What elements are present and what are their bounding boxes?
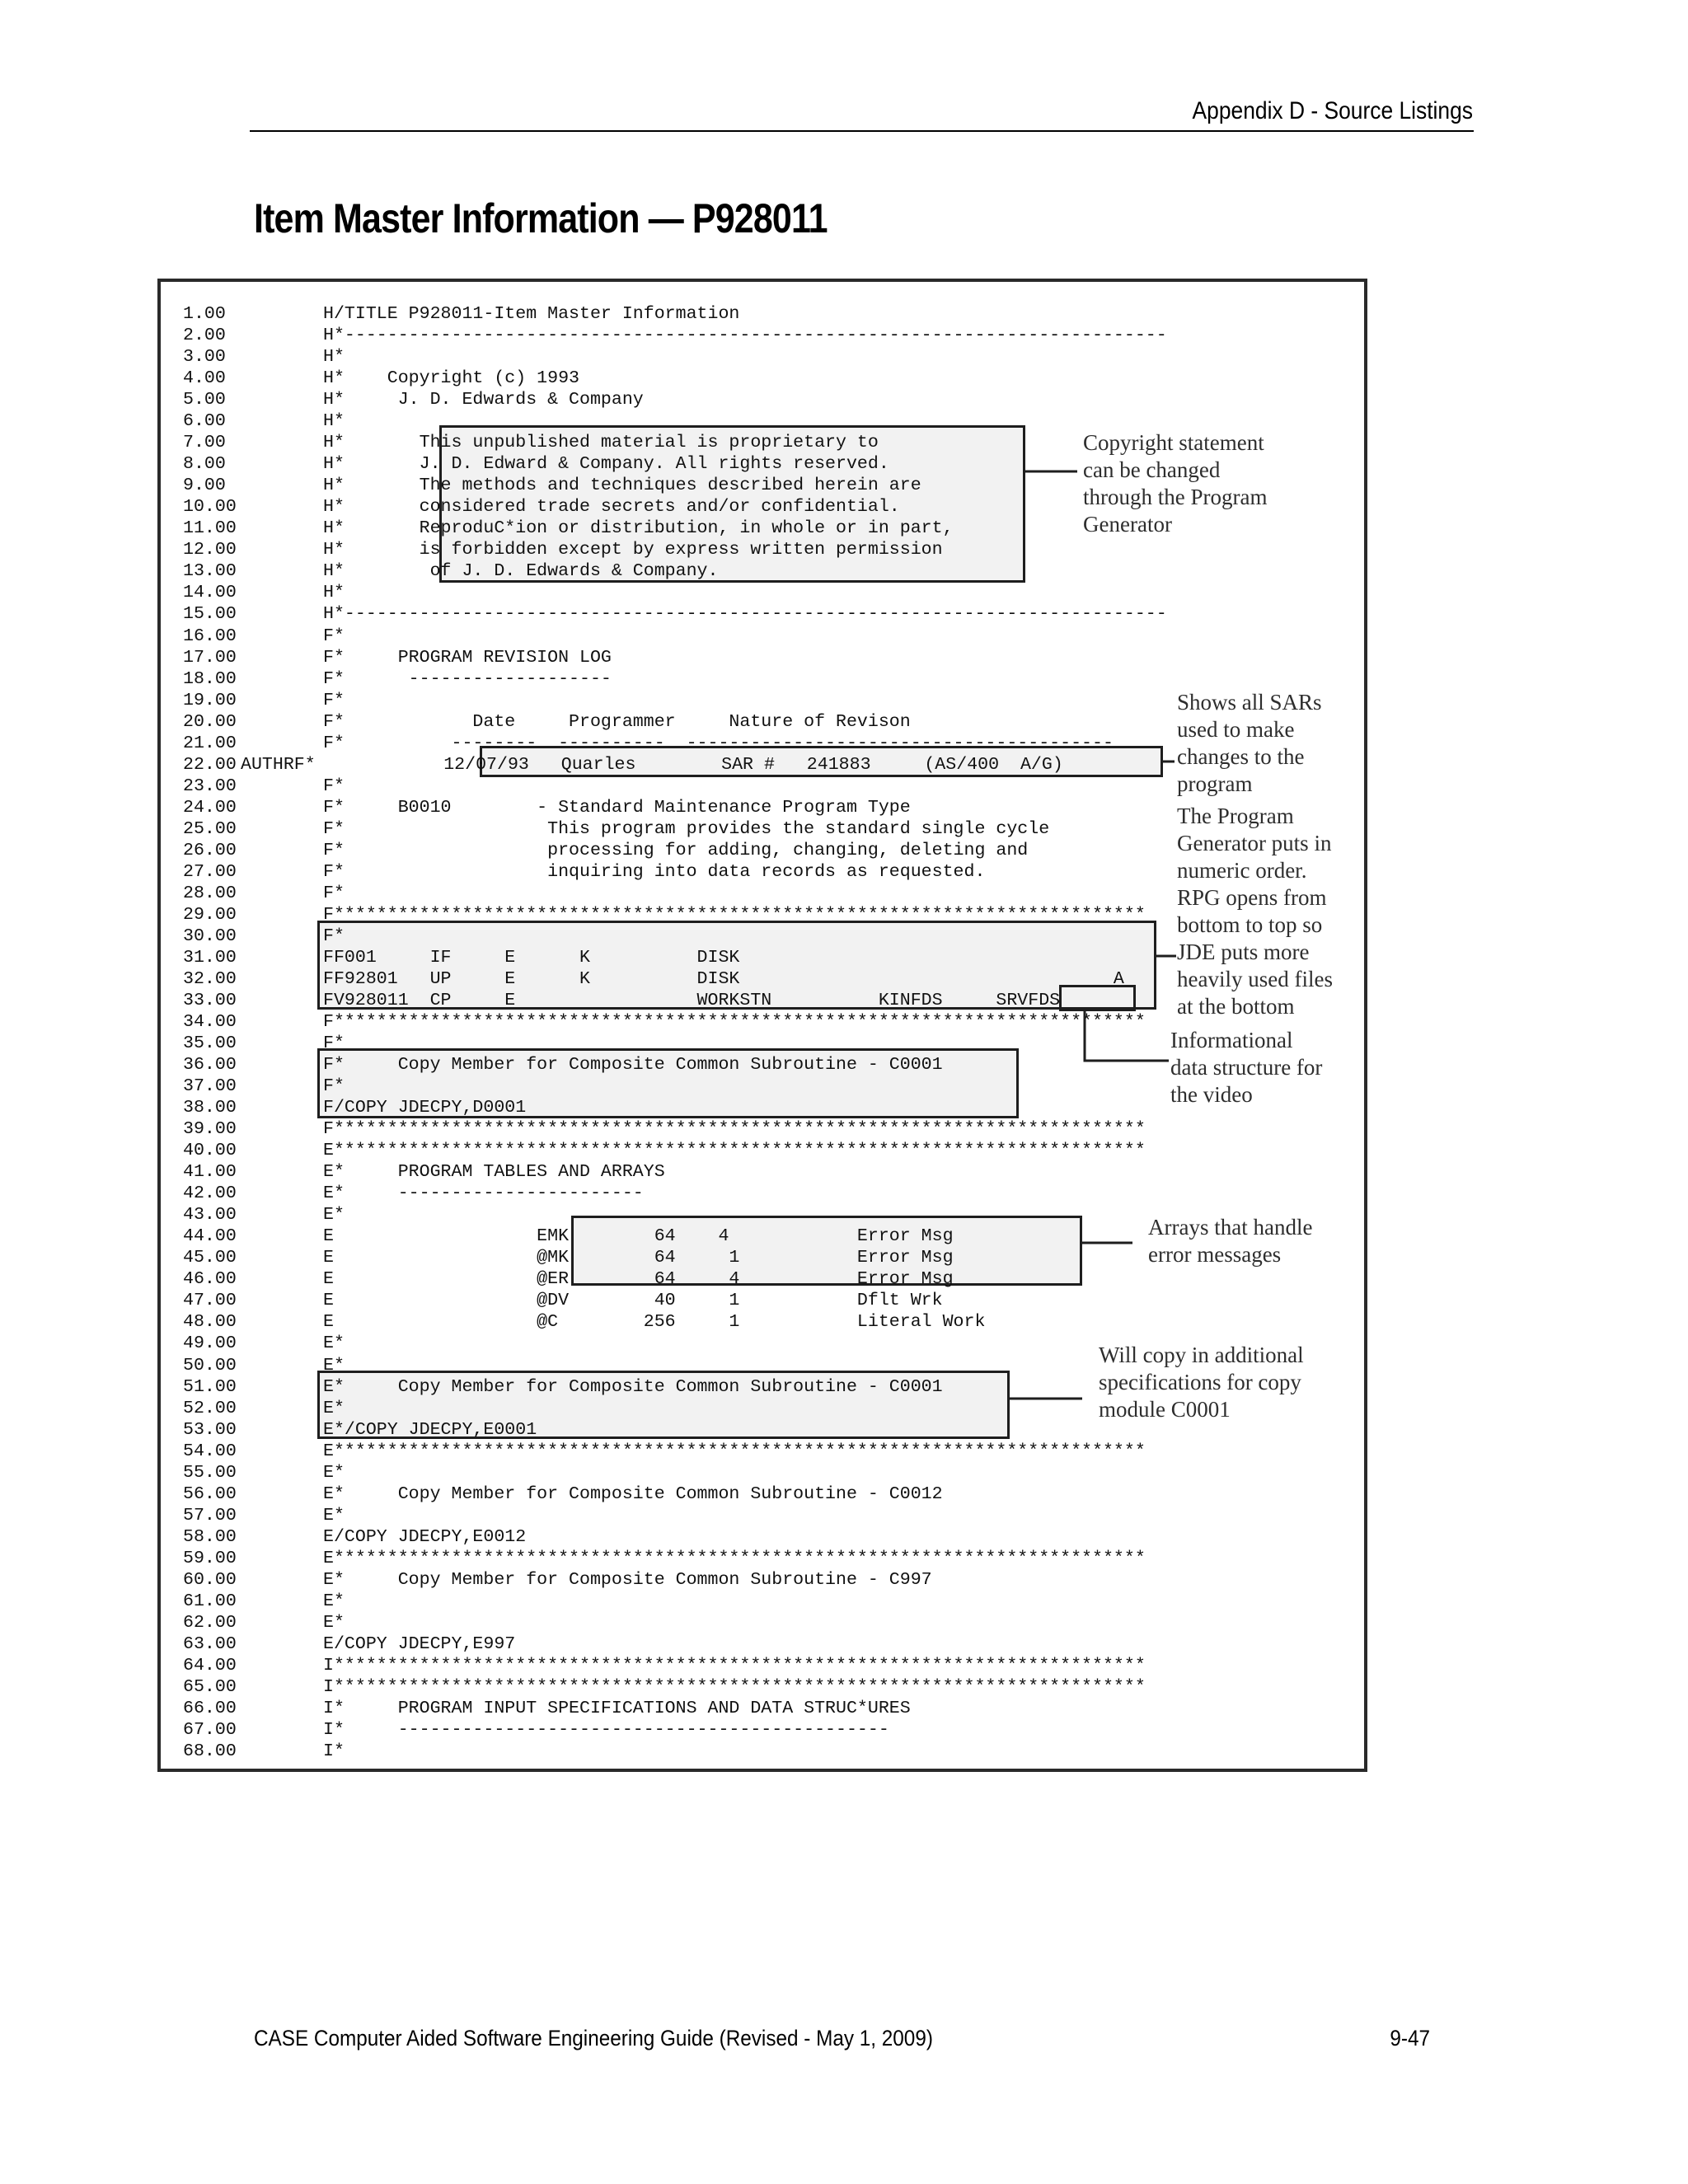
line-text: E* <box>323 1333 345 1354</box>
running-header: Appendix D - Source Listings <box>1192 97 1473 124</box>
line-text: F**************************************************************************** <box>323 1012 1146 1032</box>
copyright-callout: Copyright statement can be changed through the Program Generator <box>1083 430 1268 537</box>
line-number: 20.00 <box>183 711 237 732</box>
line-number: 13.00 <box>183 561 237 582</box>
line-text: H* <box>323 411 345 432</box>
line-number: 67.00 <box>183 1720 237 1740</box>
line-number: 66.00 <box>183 1698 237 1718</box>
line-text: H* <box>323 347 345 368</box>
line-text: F* <box>323 776 345 796</box>
line-number: 2.00 <box>183 326 226 345</box>
line-text: F* <box>323 626 345 646</box>
copy-module-callout: Will copy in additional specifications for copy module C0001 <box>1099 1343 1304 1422</box>
line-text: F* Date Programmer Nature of Revison <box>323 711 911 732</box>
line-text: H* J. D. Edwards & Company <box>323 390 644 410</box>
line-number: 7.00 <box>183 433 226 453</box>
line-number: 26.00 <box>183 840 237 860</box>
line-number: 42.00 <box>183 1183 237 1204</box>
line-number: 58.00 <box>183 1526 237 1547</box>
line-number: 17.00 <box>183 647 237 668</box>
line-number: 38.00 <box>183 1098 237 1118</box>
line-number: 24.00 <box>183 797 237 818</box>
line-text: E* <box>323 1612 345 1633</box>
line-text: F* inquiring into data records as requested. <box>323 861 986 882</box>
line-text: E**************************************************************************** <box>323 1441 1146 1461</box>
line-text: FF001 IF E K DISK <box>323 947 740 968</box>
file-order-callout: The Program Generator puts in numeric order. RPG opens from bottom to top so JDE puts more heavily used files at the bottom <box>1177 804 1333 1019</box>
line-text: AUTHRF* 12/07/93 Quarles SAR # 241883 (AS/400 A/G) <box>241 754 1063 775</box>
line-number: 51.00 <box>183 1376 237 1397</box>
line-number: 65.00 <box>183 1676 237 1697</box>
line-number: 1.00 <box>183 304 226 324</box>
line-number: 47.00 <box>183 1291 237 1311</box>
line-text: H* J. D. Edward & Company. All rights reserved. <box>323 454 889 475</box>
line-text: E EMK 64 4 Error Msg <box>323 1226 954 1247</box>
line-text: F* <box>323 926 345 946</box>
line-text: I* ---------------------------------------------- <box>323 1720 889 1740</box>
line-text: E/COPY JDECPY,E0012 <box>323 1526 527 1547</box>
footer-page-number: 9-47 <box>1390 2026 1430 2050</box>
line-text: F* <box>323 1076 345 1097</box>
line-text: E* <box>323 1398 345 1418</box>
line-text: E @MK 64 1 Error Msg <box>323 1248 954 1268</box>
line-number: 23.00 <box>183 776 237 796</box>
line-text: E* <box>323 1462 345 1483</box>
line-number: 48.00 <box>183 1312 237 1333</box>
line-text: H*----------------------------------------------------------------------------- <box>323 604 1167 625</box>
line-number: 46.00 <box>183 1269 237 1290</box>
line-number: 27.00 <box>183 861 237 882</box>
line-text: FF92801 UP E K DISK A <box>323 968 1124 989</box>
line-text: F**************************************************************************** <box>323 1119 1146 1140</box>
info-ds-callout: Informational data structure for the video <box>1170 1028 1323 1107</box>
line-number: 40.00 <box>183 1141 237 1161</box>
line-number: 60.00 <box>183 1569 237 1590</box>
line-number: 22.00 <box>183 754 237 775</box>
line-text: H* Copyright (c) 1993 <box>323 368 580 389</box>
line-text: H*----------------------------------------------------------------------------- <box>323 326 1167 345</box>
line-number: 59.00 <box>183 1548 237 1568</box>
line-text: F* This program provides the standard single cycle <box>323 818 1050 839</box>
line-number: 30.00 <box>183 926 237 946</box>
line-number: 39.00 <box>183 1119 237 1140</box>
line-text: E @ER 64 4 Error Msg <box>323 1269 954 1290</box>
line-number: 54.00 <box>183 1441 237 1461</box>
line-text: H* The methods and techniques described herein are <box>323 476 921 496</box>
line-text: F* <box>323 883 345 903</box>
line-number: 21.00 <box>183 733 237 753</box>
line-number: 5.00 <box>183 390 226 410</box>
line-number: 37.00 <box>183 1076 237 1097</box>
line-number: 55.00 <box>183 1462 237 1483</box>
line-number: 32.00 <box>183 968 237 989</box>
line-number: 68.00 <box>183 1741 237 1761</box>
line-text: I**************************************************************************** <box>323 1655 1146 1675</box>
line-number: 25.00 <box>183 818 237 839</box>
line-number: 50.00 <box>183 1355 237 1376</box>
line-number: 3.00 <box>183 347 226 368</box>
line-text: F* processing for adding, changing, deleting and <box>323 840 1029 860</box>
line-text: F* PROGRAM REVISION LOG <box>323 647 612 668</box>
line-text: F* ------------------- <box>323 668 612 689</box>
line-text: E*/COPY JDECPY,E0001 <box>323 1419 537 1440</box>
line-text: F* -------- ---------- ---------------------------------------- <box>323 733 1114 753</box>
line-number: 35.00 <box>183 1033 237 1053</box>
line-number: 52.00 <box>183 1398 237 1418</box>
line-text: H* of J. D. Edwards & Company. <box>323 561 719 582</box>
line-number: 41.00 <box>183 1162 237 1183</box>
line-number: 12.00 <box>183 540 237 560</box>
line-text: F* <box>323 690 345 710</box>
line-number: 56.00 <box>183 1483 237 1504</box>
arrays-callout: Arrays that handle error messages <box>1148 1215 1313 1267</box>
line-number: 61.00 <box>183 1591 237 1611</box>
line-text: E* Copy Member for Composite Common Subroutine - C997 <box>323 1569 932 1590</box>
line-text: F* <box>323 1033 345 1053</box>
line-number: 45.00 <box>183 1248 237 1268</box>
line-text: E* <box>323 1591 345 1611</box>
line-number: 10.00 <box>183 497 237 518</box>
line-text: H/TITLE P928011-Item Master Information <box>323 304 740 324</box>
line-text: I* <box>323 1741 345 1761</box>
line-text: E* Copy Member for Composite Common Subroutine - C0012 <box>323 1483 943 1504</box>
line-text: H* This unpublished material is proprietary to <box>323 433 879 453</box>
line-number: 28.00 <box>183 883 237 903</box>
line-text: H* considered trade secrets and/or confidential. <box>323 497 900 518</box>
line-number: 43.00 <box>183 1205 237 1226</box>
line-number: 9.00 <box>183 476 226 496</box>
line-text: E @C 256 1 Literal Work <box>323 1312 986 1333</box>
line-number: 29.00 <box>183 904 237 925</box>
line-text: E* PROGRAM TABLES AND ARRAYS <box>323 1162 665 1183</box>
sars-callout: Shows all SARs used to make changes to the program <box>1177 690 1322 796</box>
line-text: E* ----------------------- <box>323 1183 644 1204</box>
line-number: 14.00 <box>183 583 237 603</box>
line-number: 49.00 <box>183 1333 237 1354</box>
line-text: E* <box>323 1355 345 1376</box>
line-text: E* <box>323 1505 345 1526</box>
page-title: Item Master Information — P928011 <box>254 195 828 241</box>
line-number: 4.00 <box>183 368 226 389</box>
line-text: E/COPY JDECPY,E997 <box>323 1633 516 1654</box>
line-number: 15.00 <box>183 604 237 625</box>
line-number: 6.00 <box>183 411 226 432</box>
line-text: H* is forbidden except by express written permission <box>323 540 943 560</box>
info-ds-connector <box>1085 1011 1169 1061</box>
line-text: H* ReproduC*ion or distribution, in whole or in part, <box>323 518 954 539</box>
line-number: 63.00 <box>183 1633 237 1654</box>
line-text: E**************************************************************************** <box>323 1141 1146 1161</box>
line-text: H* <box>323 583 345 603</box>
line-text: E @DV 40 1 Dflt Wrk <box>323 1291 943 1311</box>
line-number: 31.00 <box>183 947 237 968</box>
line-text: F* Copy Member for Composite Common Subroutine - C0001 <box>323 1055 943 1076</box>
line-number: 57.00 <box>183 1505 237 1526</box>
line-number: 62.00 <box>183 1612 237 1633</box>
line-number: 64.00 <box>183 1655 237 1675</box>
footer-guide-title: CASE Computer Aided Software Engineering Guide (Revised - May 1, 2009) <box>254 2026 933 2050</box>
line-number: 8.00 <box>183 454 226 475</box>
line-text: F/COPY JDECPY,D0001 <box>323 1098 527 1118</box>
line-number: 18.00 <box>183 668 237 689</box>
line-number: 33.00 <box>183 991 237 1010</box>
line-text: F* B0010 - Standard Maintenance Program Type <box>323 797 911 818</box>
line-number: 16.00 <box>183 626 237 646</box>
line-number: 34.00 <box>183 1012 237 1032</box>
line-text: I* PROGRAM INPUT SPECIFICATIONS AND DATA STRUC*URES <box>323 1698 911 1718</box>
line-number: 36.00 <box>183 1055 237 1076</box>
line-number: 19.00 <box>183 690 237 710</box>
line-number: 44.00 <box>183 1226 237 1247</box>
line-text: I**************************************************************************** <box>323 1676 1146 1697</box>
line-text: E* <box>323 1205 345 1226</box>
line-text: FV928011 CP E WORKSTN KINFDS SRVFDS <box>323 991 1061 1010</box>
line-text: E* Copy Member for Composite Common Subroutine - C0001 <box>323 1376 943 1397</box>
line-number: 11.00 <box>183 518 237 539</box>
line-number: 53.00 <box>183 1419 237 1440</box>
line-text: F**************************************************************************** <box>323 904 1146 925</box>
line-text: E**************************************************************************** <box>323 1548 1146 1568</box>
